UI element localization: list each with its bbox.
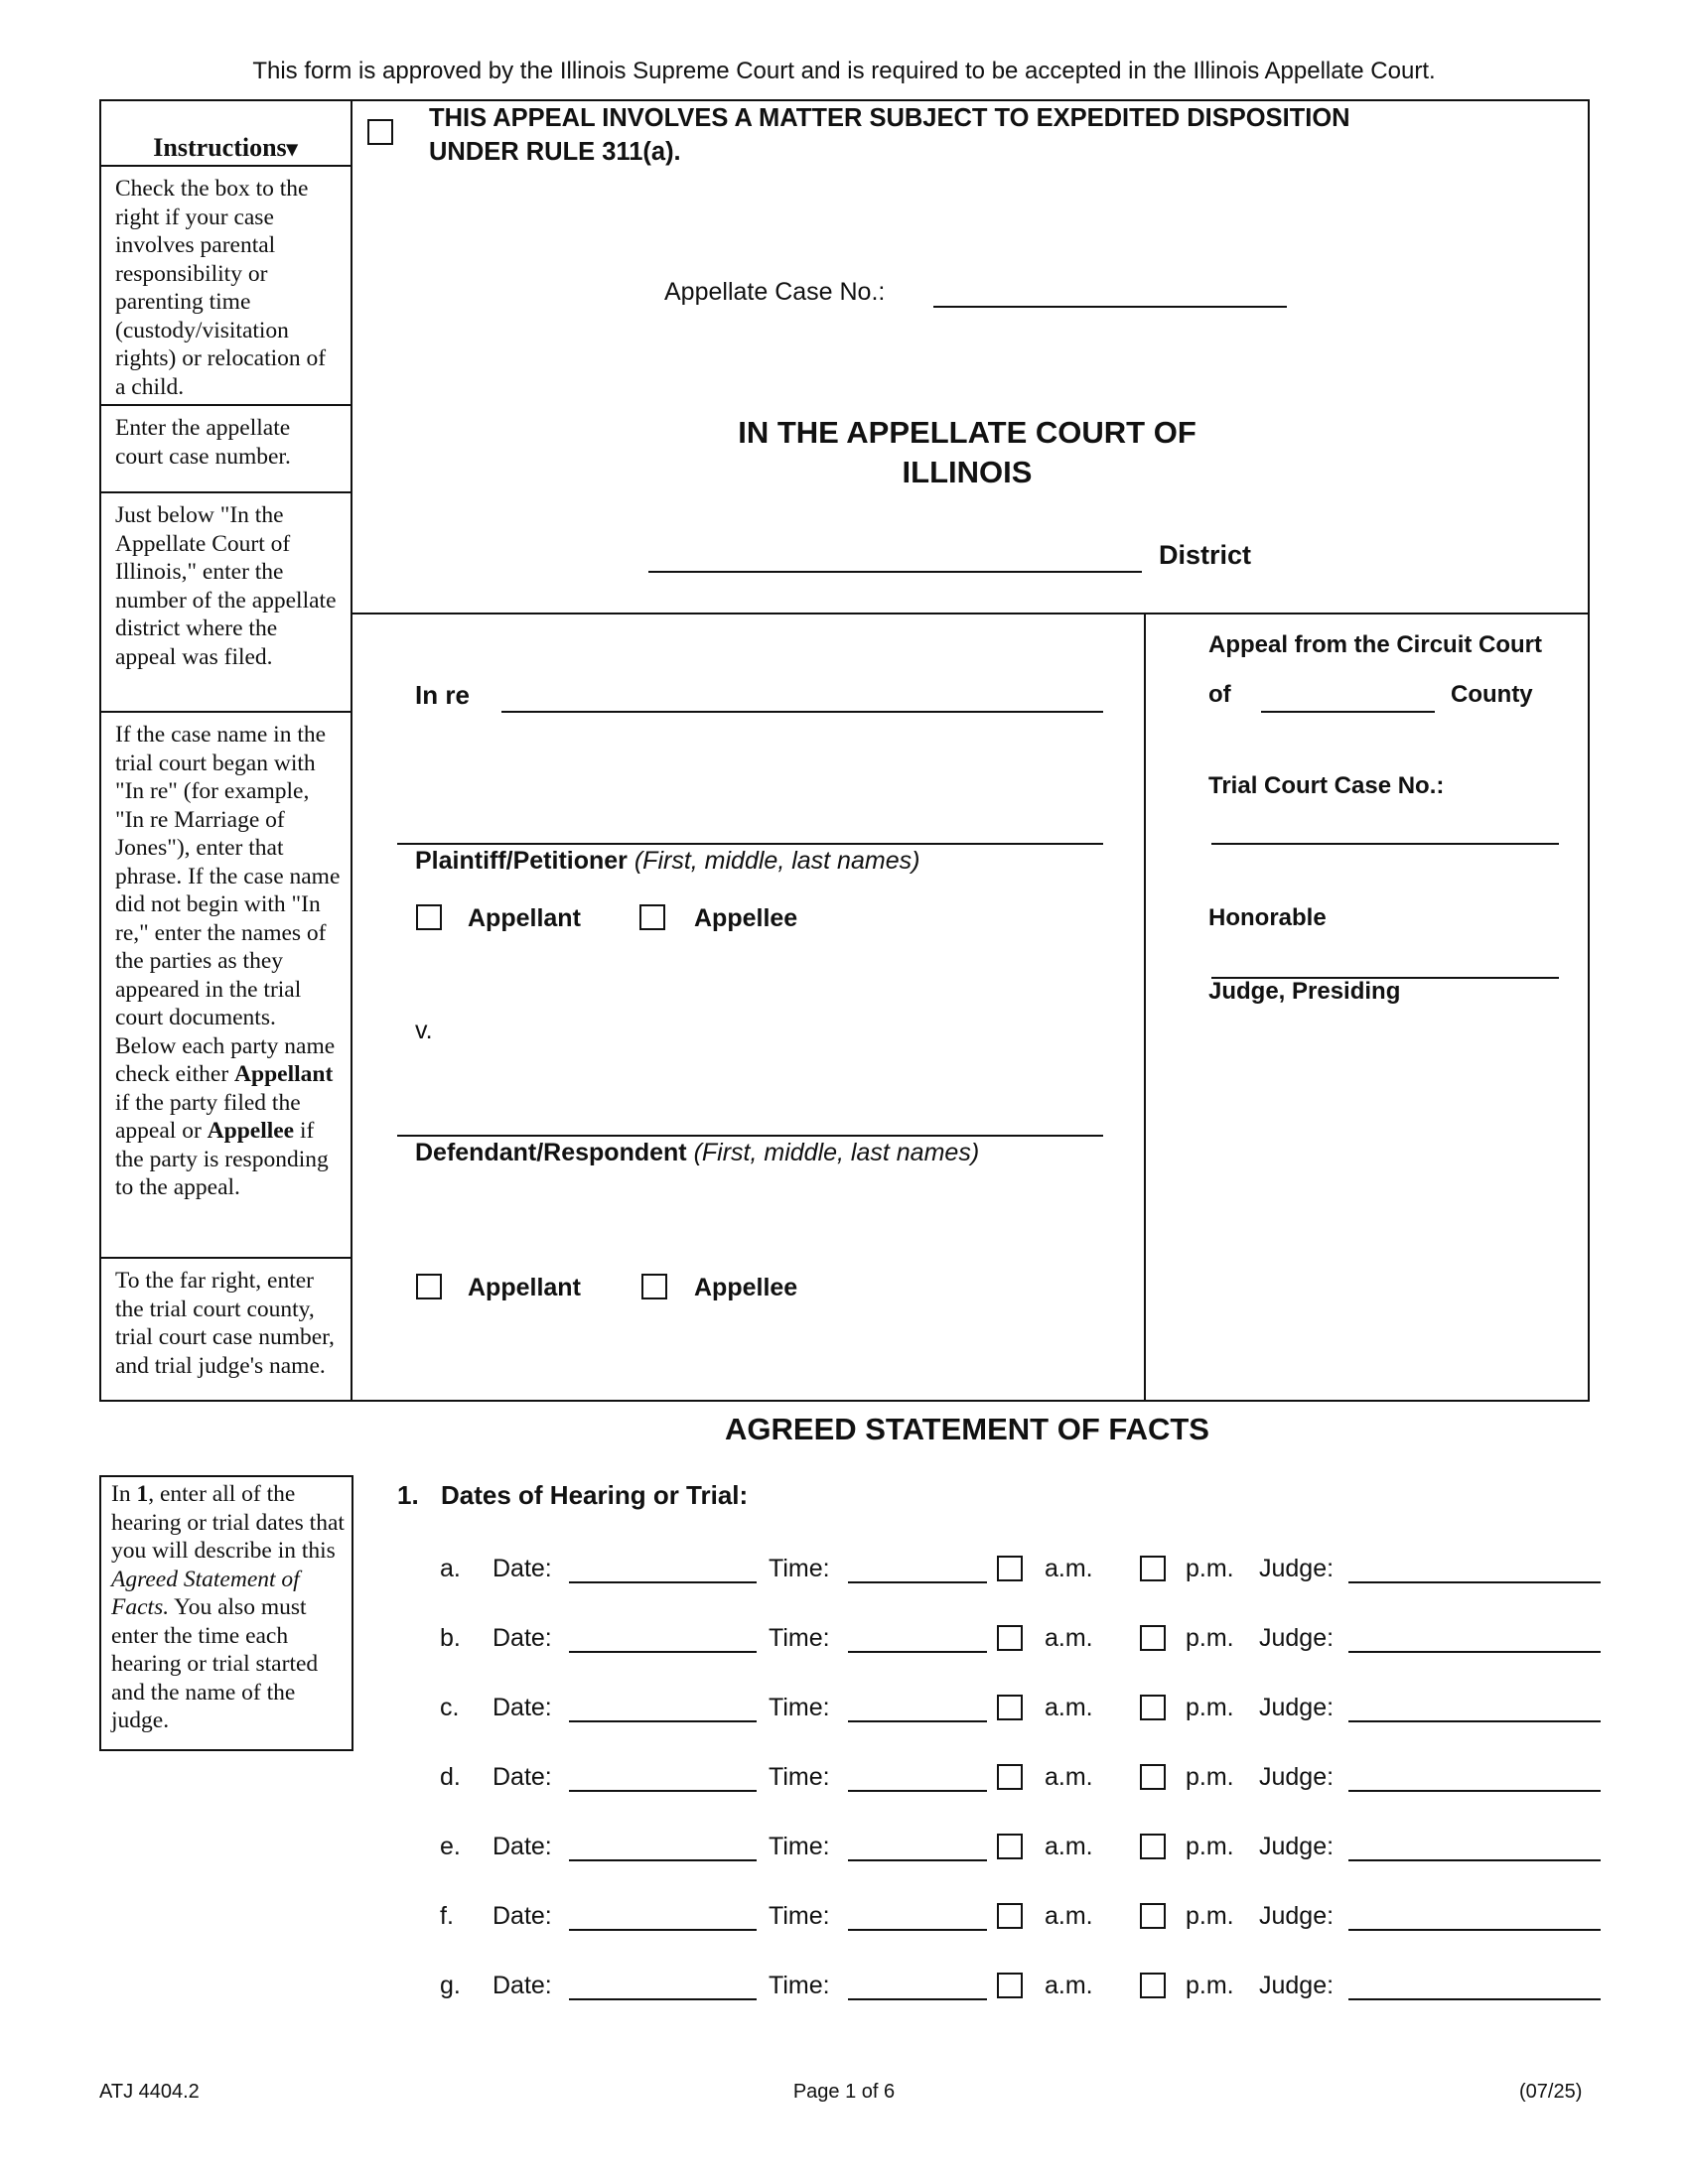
time-input[interactable]	[848, 1929, 987, 1931]
judge-label: Judge:	[1259, 1763, 1335, 1791]
date-label: Date:	[492, 1833, 552, 1860]
instruction-district: Just below "In the Appellate Court of Illinois," enter the number of the appellate district where the appeal was filed.	[115, 502, 337, 670]
judge-label: Judge:	[1259, 1972, 1335, 1999]
time-label: Time:	[769, 1972, 830, 1999]
time-label: Time:	[769, 1555, 830, 1582]
judge-input[interactable]	[1348, 1790, 1601, 1792]
am-checkbox[interactable]	[997, 1556, 1023, 1581]
question-1-label: Dates of Hearing or Trial:	[441, 1480, 749, 1510]
am-label: a.m.	[1045, 1763, 1093, 1791]
date-input[interactable]	[569, 1790, 757, 1792]
plaintiff-appellee-label: Appellee	[694, 904, 798, 932]
district-input[interactable]	[648, 571, 1142, 573]
judge-presiding-label: Judge, Presiding	[1208, 978, 1401, 1005]
caption-divider-h	[351, 613, 1590, 614]
trial-case-label: Trial Court Case No.:	[1208, 772, 1445, 799]
of-label: of	[1208, 681, 1231, 708]
time-input[interactable]	[848, 1651, 987, 1653]
row-letter: d.	[440, 1763, 461, 1791]
plaintiff-appellant-label: Appellant	[468, 904, 581, 932]
caption-border-right	[1588, 99, 1590, 1402]
date-input[interactable]	[569, 1998, 757, 2000]
county-input[interactable]	[1261, 711, 1435, 713]
revision-date: (07/25)	[1519, 2081, 1583, 2103]
approval-notice: This form is approved by the Illinois Supreme Court and is required to be accepted in the Illinois Appellate Court.	[252, 58, 1436, 84]
am-checkbox[interactable]	[997, 1834, 1023, 1859]
row-letter: c.	[440, 1694, 460, 1721]
date-input[interactable]	[569, 1859, 757, 1861]
judge-input[interactable]	[1348, 1859, 1601, 1861]
am-checkbox[interactable]	[997, 1903, 1023, 1929]
pm-label: p.m.	[1186, 1972, 1234, 1999]
date-input[interactable]	[569, 1720, 757, 1722]
defendant-appellant-checkbox[interactable]	[416, 1274, 442, 1299]
time-label: Time:	[769, 1763, 830, 1791]
time-input[interactable]	[848, 1790, 987, 1792]
judge-input[interactable]	[1348, 1929, 1601, 1931]
pm-label: p.m.	[1186, 1555, 1234, 1582]
date-input[interactable]	[569, 1929, 757, 1931]
defendant-appellant-label: Appellant	[468, 1274, 581, 1301]
court-title: IN THE APPELLATE COURT OF ILLINOIS	[738, 415, 1196, 489]
pm-checkbox[interactable]	[1140, 1625, 1166, 1651]
judge-input[interactable]	[1348, 1720, 1601, 1722]
row-letter: e.	[440, 1833, 461, 1860]
time-label: Time:	[769, 1833, 830, 1860]
am-checkbox[interactable]	[997, 1764, 1023, 1790]
row-letter: b.	[440, 1624, 461, 1652]
instruction-parties: If the case name in the trial court began with "In re" (for example, "In re Marriage of Jones"), enter that phrase. If the case name did not begin with "In re," enter the names of the parties as they appeared in the trial court documents. Below each party name check either Appellant if the party filed the appeal or Appellee if the party is responding to the appeal.	[115, 722, 341, 1200]
instruction-trial-court: To the far right, enter the trial court county, trial court case number, and trial judge's name.	[115, 1268, 335, 1379]
judge-label: Judge:	[1259, 1902, 1335, 1930]
defendant-label: Defendant/Respondent (First, middle, last names)	[415, 1139, 980, 1166]
instructions-divider	[351, 99, 352, 1402]
time-input[interactable]	[848, 1581, 987, 1583]
defendant-appellee-checkbox[interactable]	[641, 1274, 667, 1299]
defendant-input[interactable]	[397, 1135, 1103, 1137]
plaintiff-appellant-checkbox[interactable]	[416, 904, 442, 930]
in-re-input[interactable]	[501, 711, 1103, 713]
pm-checkbox[interactable]	[1140, 1973, 1166, 1998]
appellate-case-label: Appellate Case No.:	[664, 278, 886, 306]
plaintiff-label: Plaintiff/Petitioner (First, middle, last names)	[415, 847, 920, 875]
judge-label: Judge:	[1259, 1555, 1335, 1582]
expedited-heading: THIS APPEAL INVOLVES A MATTER SUBJECT TO EXPEDITED DISPOSITION UNDER RULE 311(a).	[429, 104, 1350, 166]
judge-input[interactable]	[1348, 1651, 1601, 1653]
judge-input[interactable]	[1348, 1581, 1601, 1583]
date-input[interactable]	[569, 1651, 757, 1653]
caption-border-bottom	[99, 1400, 1590, 1402]
instruction-dates: In 1, enter all of the hearing or trial dates that you will describe in this Agreed Statement of Facts. You also must enter the time each hearing or trial started and the name of the judge.	[111, 1481, 345, 1733]
date-label: Date:	[492, 1972, 552, 1999]
page-number: Page 1 of 6	[792, 2081, 896, 2103]
pm-label: p.m.	[1186, 1763, 1234, 1791]
pm-checkbox[interactable]	[1140, 1695, 1166, 1720]
versus-label: v.	[415, 1017, 433, 1044]
am-label: a.m.	[1045, 1902, 1093, 1930]
am-label: a.m.	[1045, 1833, 1093, 1860]
pm-label: p.m.	[1186, 1694, 1234, 1721]
expedited-checkbox[interactable]	[367, 119, 393, 145]
pm-checkbox[interactable]	[1140, 1556, 1166, 1581]
form-id: ATJ 4404.2	[99, 2081, 200, 2103]
pm-checkbox[interactable]	[1140, 1903, 1166, 1929]
appeal-from-label: Appeal from the Circuit Court	[1208, 631, 1543, 658]
appellate-case-input[interactable]	[933, 306, 1287, 308]
am-label: a.m.	[1045, 1555, 1093, 1582]
time-input[interactable]	[848, 1720, 987, 1722]
judge-input[interactable]	[1348, 1998, 1601, 2000]
judge-label: Judge:	[1259, 1624, 1335, 1652]
instruction-expedited: Check the box to the right if your case involves parental responsibility or parenting time (custody/visitation rights) or relocation of a child.	[115, 176, 327, 400]
section-title: AGREED STATEMENT OF FACTS	[725, 1412, 1209, 1446]
trial-case-input[interactable]	[1211, 843, 1559, 845]
date-label: Date:	[492, 1694, 552, 1721]
time-label: Time:	[769, 1902, 830, 1930]
am-checkbox[interactable]	[997, 1625, 1023, 1651]
pm-label: p.m.	[1186, 1902, 1234, 1930]
district-label: District	[1159, 540, 1252, 570]
am-label: a.m.	[1045, 1624, 1093, 1652]
honorable-label: Honorable	[1208, 904, 1327, 931]
question-1-number: 1.	[397, 1480, 419, 1510]
time-input[interactable]	[848, 1998, 987, 2000]
am-checkbox[interactable]	[997, 1695, 1023, 1720]
instructions-heading[interactable]: Instructions▾	[153, 133, 298, 162]
date-input[interactable]	[569, 1581, 757, 1583]
caption-divider-v	[1144, 614, 1146, 1401]
am-checkbox[interactable]	[997, 1973, 1023, 1998]
row-letter: g.	[440, 1972, 461, 1999]
plaintiff-input[interactable]	[397, 843, 1103, 845]
instruction-case-number: Enter the appellate court case number.	[115, 415, 291, 470]
plaintiff-appellee-checkbox[interactable]	[639, 904, 665, 930]
pm-checkbox[interactable]	[1140, 1834, 1166, 1859]
defendant-appellee-label: Appellee	[694, 1274, 798, 1301]
judge-label: Judge:	[1259, 1833, 1335, 1860]
am-label: a.m.	[1045, 1694, 1093, 1721]
judge-label: Judge:	[1259, 1694, 1335, 1721]
am-label: a.m.	[1045, 1972, 1093, 1999]
date-label: Date:	[492, 1902, 552, 1930]
date-label: Date:	[492, 1555, 552, 1582]
row-letter: f.	[440, 1902, 454, 1930]
pm-checkbox[interactable]	[1140, 1764, 1166, 1790]
pm-label: p.m.	[1186, 1624, 1234, 1652]
row-letter: a.	[440, 1555, 461, 1582]
in-re-label: In re	[415, 680, 470, 710]
date-label: Date:	[492, 1763, 552, 1791]
county-label: County	[1451, 681, 1533, 708]
date-label: Date:	[492, 1624, 552, 1652]
pm-label: p.m.	[1186, 1833, 1234, 1860]
time-input[interactable]	[848, 1859, 987, 1861]
time-label: Time:	[769, 1624, 830, 1652]
chevron-down-icon: ▾	[286, 136, 298, 161]
time-label: Time:	[769, 1694, 830, 1721]
